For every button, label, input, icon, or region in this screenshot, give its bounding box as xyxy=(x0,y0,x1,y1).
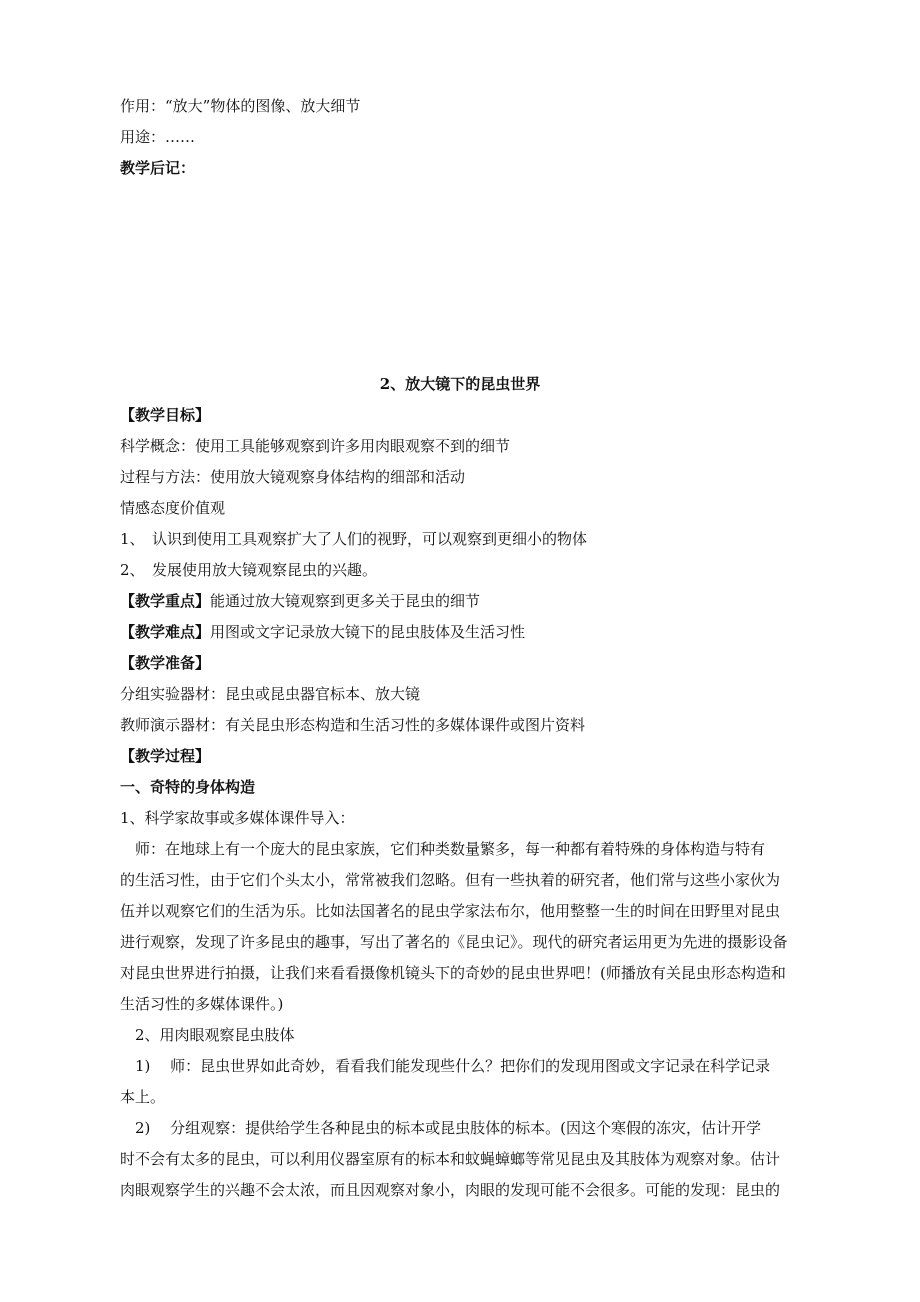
sub-step-1-line: 本上。 xyxy=(120,1088,166,1106)
sub-step-2-line: 2) 分组观察：提供给学生各种昆虫的标本或昆虫肢体的标本。(因这个寒假的冻灾，估计开学 xyxy=(120,1119,762,1137)
story-line: 进行观察，发现了许多昆虫的趣事，写出了著名的《昆虫记》。现代的研究者运用更为先进的摄影设备 xyxy=(120,933,788,951)
process-heading: 【教学过程】 xyxy=(120,747,211,765)
sub-step-2-line: 时不会有太多的昆虫，可以利用仪器室原有的标本和蚊蝇蟑螂等常见昆虫及其肢体为观察对象。估计 xyxy=(120,1150,781,1168)
goal-concept: 科学概念：使用工具能够观察到许多用肉眼观察不到的细节 xyxy=(120,437,511,455)
step-2: 2、用肉眼观察昆虫肢体 xyxy=(120,1026,295,1044)
story-line: 对昆虫世界进行拍摄，让我们来看看摄像机镜头下的奇妙的昆虫世界吧！(师播放有关昆虫形态构造和 xyxy=(120,964,786,982)
prep-heading: 【教学准备】 xyxy=(120,654,211,672)
goal-method: 过程与方法：使用放大镜观察身体结构的细部和活动 xyxy=(120,468,466,486)
usage-text: 用途：…… xyxy=(120,128,196,146)
goal-attitude: 情感态度价值观 xyxy=(120,499,226,517)
story-line: 师：在地球上有一个庞大的昆虫家族，它们种类数量繁多，每一种都有着特殊的身体构造与特有 xyxy=(120,840,766,858)
notes-heading: 教学后记： xyxy=(120,159,196,177)
key-point-label: 【教学重点】 xyxy=(120,592,211,610)
prep-group: 分组实验器材：昆虫或昆虫器官标本、放大镜 xyxy=(120,685,421,703)
story-line: 的生活习性，由于它们个头太小，常常被我们忽略。但有一些执着的研究者，他们常与这些小家伙为 xyxy=(120,871,781,889)
prep-teacher: 教师演示器材：有关昆虫形态构造和生活习性的多媒体课件或图片资料 xyxy=(120,716,586,734)
section-1-heading: 一、奇特的身体构造 xyxy=(120,778,256,796)
step-1: 1、科学家故事或多媒体课件导入： xyxy=(120,809,355,827)
story-line: 生活习性的多媒体课件。) xyxy=(120,995,284,1013)
difficulty-point xyxy=(120,622,525,642)
key-point-text: 能通过放大镜观察到更多关于昆虫的细节 xyxy=(210,592,481,610)
key-point xyxy=(120,591,480,611)
sub-step-1-line: 1) 师：昆虫世界如此奇妙，看看我们能发现些什么？把你们的发现用图或文字记录在科学记录 xyxy=(120,1057,771,1075)
difficulty-text: 用图或文字记录放大镜下的昆虫肢体及生活习性 xyxy=(210,623,526,641)
sub-step-2-line: 肉眼观察学生的兴趣不会太浓，而且因观察对象小，肉眼的发现可能不会很多。可能的发现：昆虫的 xyxy=(120,1181,781,1199)
lesson-title: 2、放大镜下的昆虫世界 xyxy=(379,375,541,393)
story-line: 伍并以观察它们的生活为乐。比如法国著名的昆虫学家法布尔，他用整整一生的时间在田野里对昆虫 xyxy=(120,902,781,920)
usage-effect-text: 作用：“放大”物体的图像、放大细节 xyxy=(120,97,361,115)
goal-attitude-item-1: 1、 认识到使用工具观察扩大了人们的视野，可以观察到更细小的物体 xyxy=(120,530,588,548)
goals-heading: 【教学目标】 xyxy=(120,406,211,424)
difficulty-label: 【教学难点】 xyxy=(120,623,211,641)
goal-attitude-item-2: 2、 发展使用放大镜观察昆虫的兴趣。 xyxy=(120,561,378,579)
